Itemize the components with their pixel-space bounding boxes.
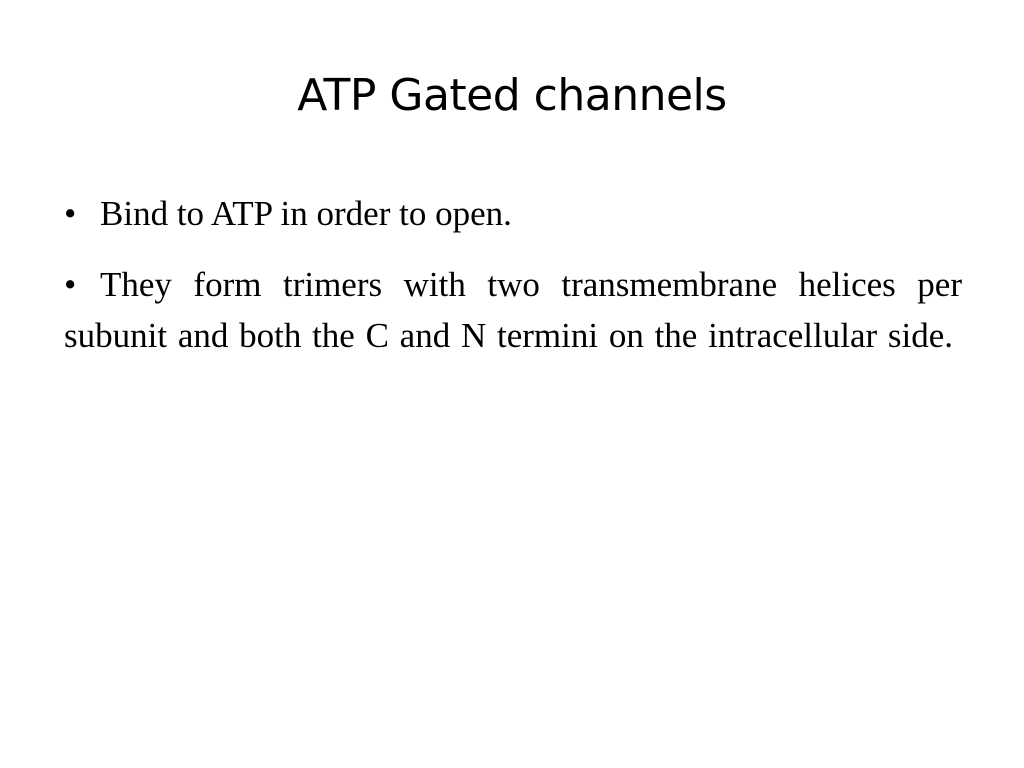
- bullet-text: Bind to ATP in order to open.: [100, 194, 512, 233]
- bullet-item-1: [64, 188, 962, 239]
- slide-title: ATP Gated channels: [297, 70, 727, 121]
- bullet-list: [64, 188, 962, 381]
- bullet-marker-icon: •: [64, 194, 77, 233]
- bullet-marker-icon: •: [64, 265, 77, 304]
- bullet-item-2: [64, 259, 962, 361]
- bullet-text: They form trimers with two transmembrane helices per subunit and both the C and N termini on the intracellular side.: [64, 265, 962, 355]
